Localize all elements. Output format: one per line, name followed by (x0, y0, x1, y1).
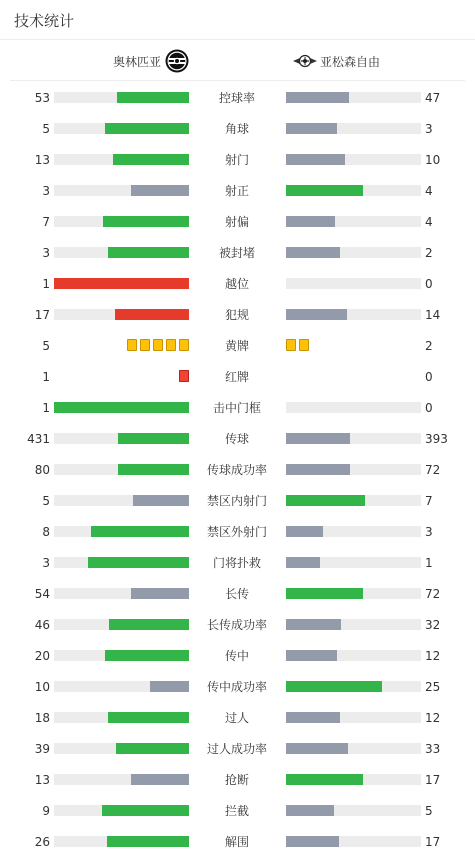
away-stat-value: 3 (425, 122, 433, 136)
away-stat-value: 72 (425, 587, 441, 601)
away-stat-value: 72 (425, 463, 441, 477)
home-stat-bar-fill (108, 712, 189, 723)
away-stat-bar-fill (286, 681, 382, 692)
home-stat-value: 26 (34, 835, 50, 849)
home-stat-bar-fill (131, 185, 189, 196)
away-stat-value: 32 (425, 618, 441, 632)
away-stat-value: 0 (425, 401, 433, 415)
stat-row (0, 737, 475, 768)
away-stat-value: 7 (425, 494, 433, 508)
stat-row (0, 86, 475, 117)
home-cards (127, 339, 189, 351)
away-stat-bar (286, 774, 421, 785)
home-stat-bar (54, 495, 189, 506)
away-team[interactable] (292, 49, 380, 73)
home-stat-value: 5 (42, 494, 50, 508)
stat-label: 被封堵 (218, 246, 255, 260)
home-stat-bar-fill (107, 836, 189, 847)
away-stat-value: 17 (425, 773, 441, 787)
away-stat-bar (286, 433, 421, 444)
stat-row (0, 303, 475, 334)
away-stat-bar (286, 154, 421, 165)
stat-label: 解围 (224, 835, 249, 849)
stat-row (0, 396, 475, 427)
home-stat-bar-fill (88, 557, 189, 568)
away-stat-bar (286, 495, 421, 506)
home-stat-bar (54, 743, 189, 754)
home-stat-bar (54, 774, 189, 785)
away-stat-bar (286, 309, 421, 320)
stat-label: 越位 (224, 277, 249, 291)
away-stat-value: 12 (425, 649, 441, 663)
away-stat-bar-fill (286, 743, 348, 754)
home-stat-bar-fill (113, 154, 189, 165)
home-stat-bar-fill (109, 619, 189, 630)
away-stat-bar (286, 557, 421, 568)
away-stat-value: 2 (425, 246, 433, 260)
home-stat-value: 39 (34, 742, 50, 756)
home-stat-bar (54, 464, 189, 475)
away-stat-bar-fill (286, 805, 334, 816)
home-stat-value: 53 (34, 91, 50, 105)
stat-row (0, 179, 475, 210)
home-stat-bar (54, 681, 189, 692)
away-stat-value: 393 (425, 432, 448, 446)
away-stat-bar-fill (286, 154, 345, 165)
home-stat-value: 1 (42, 401, 50, 415)
away-stat-bar-fill (286, 309, 347, 320)
away-stat-value: 33 (425, 742, 441, 756)
stat-row (0, 644, 475, 675)
away-stat-bar (286, 185, 421, 196)
home-stat-value: 8 (42, 525, 50, 539)
away-stat-value: 5 (425, 804, 433, 818)
home-stat-bar (54, 154, 189, 165)
yellow-card-icon (140, 339, 150, 351)
teams-header (10, 41, 465, 81)
home-team[interactable] (113, 49, 189, 73)
stat-row (0, 365, 475, 396)
away-stat-value: 10 (425, 153, 441, 167)
away-stat-bar (286, 619, 421, 630)
home-stat-value: 9 (42, 804, 50, 818)
stat-row (0, 582, 475, 613)
page-title: 技术统计 (14, 12, 75, 30)
away-stat-value: 3 (425, 525, 433, 539)
stat-row (0, 799, 475, 830)
stat-row (0, 210, 475, 241)
away-stat-bar (286, 588, 421, 599)
away-stat-bar (286, 278, 421, 289)
stat-row (0, 117, 475, 148)
stat-row (0, 241, 475, 272)
home-stat-bar (54, 526, 189, 537)
home-stat-bar-fill (91, 526, 189, 537)
stat-label: 击中门框 (212, 401, 261, 415)
home-stat-value: 1 (42, 370, 50, 384)
home-stat-value: 10 (34, 680, 50, 694)
away-stat-value: 25 (425, 680, 441, 694)
home-stat-value: 1 (42, 277, 50, 291)
home-stat-value: 54 (34, 587, 50, 601)
home-stat-bar-fill (116, 743, 189, 754)
stat-row (0, 613, 475, 644)
home-stat-value: 5 (42, 122, 50, 136)
stat-label: 过人 (224, 711, 249, 725)
home-stat-bar-fill (118, 433, 189, 444)
home-stat-value: 46 (34, 618, 50, 632)
away-team-name: 亚松森自由 (320, 54, 381, 69)
home-stat-bar (54, 185, 189, 196)
home-stat-bar (54, 309, 189, 320)
away-stat-value: 17 (425, 835, 441, 849)
home-stat-bar-fill (54, 402, 189, 413)
stat-label: 犯规 (224, 308, 249, 322)
away-stat-bar-fill (286, 526, 323, 537)
away-stat-bar-fill (286, 588, 363, 599)
stat-label: 红牌 (224, 370, 249, 384)
away-stat-bar (286, 681, 421, 692)
stat-row (0, 489, 475, 520)
home-stat-bar (54, 557, 189, 568)
stat-row (0, 830, 475, 861)
away-stat-bar-fill (286, 247, 340, 258)
home-stat-bar (54, 247, 189, 258)
yellow-card-icon (153, 339, 163, 351)
away-stat-bar-fill (286, 123, 337, 134)
home-cards (179, 370, 189, 382)
away-stat-value: 47 (425, 91, 441, 105)
home-stat-bar-fill (115, 309, 189, 320)
away-stat-bar-fill (286, 712, 340, 723)
stat-label: 传球成功率 (206, 463, 267, 477)
away-stat-bar-fill (286, 836, 339, 847)
olimpia-crest-icon (165, 49, 189, 73)
home-stat-bar (54, 402, 189, 413)
away-stat-value: 2 (425, 339, 433, 353)
away-stat-bar (286, 743, 421, 754)
home-stat-bar (54, 433, 189, 444)
away-stat-bar (286, 247, 421, 258)
away-stat-value: 14 (425, 308, 441, 322)
away-stat-bar-fill (286, 650, 337, 661)
home-stat-value: 5 (42, 339, 50, 353)
home-team-name: 奥林匹亚 (112, 54, 161, 69)
home-stat-bar (54, 216, 189, 227)
away-stat-value: 4 (425, 184, 433, 198)
home-stat-bar-fill (117, 92, 189, 103)
away-stat-bar (286, 526, 421, 537)
home-stat-bar-fill (108, 247, 189, 258)
home-stat-bar-fill (118, 464, 189, 475)
away-stat-bar-fill (286, 619, 341, 630)
home-stat-value: 17 (34, 308, 50, 322)
home-stat-bar (54, 588, 189, 599)
stat-row (0, 458, 475, 489)
yellow-card-icon (166, 339, 176, 351)
stat-label: 射偏 (224, 215, 249, 229)
stat-label: 黄牌 (224, 339, 249, 353)
home-stat-bar-fill (105, 123, 189, 134)
stat-label: 传中 (224, 649, 249, 663)
home-stat-bar-fill (105, 650, 189, 661)
stat-row (0, 551, 475, 582)
home-stat-bar-fill (133, 495, 189, 506)
stat-row (0, 520, 475, 551)
home-stat-bar (54, 712, 189, 723)
yellow-card-icon (286, 339, 296, 351)
stat-row (0, 706, 475, 737)
stat-label: 射正 (224, 184, 249, 198)
stat-label: 抢断 (224, 773, 249, 787)
home-stat-value: 3 (42, 556, 50, 570)
away-stat-value: 0 (425, 370, 433, 384)
home-stat-bar-fill (103, 216, 189, 227)
home-stat-bar-fill (54, 278, 189, 289)
away-stat-value: 0 (425, 277, 433, 291)
away-stat-bar (286, 836, 421, 847)
stat-row (0, 768, 475, 799)
home-stat-bar-fill (102, 805, 189, 816)
stat-label: 射门 (224, 153, 249, 167)
away-stat-bar (286, 216, 421, 227)
stat-row (0, 675, 475, 706)
stat-label: 禁区内射门 (206, 494, 267, 508)
away-stat-bar-fill (286, 774, 363, 785)
home-stat-value: 3 (42, 246, 50, 260)
stat-label: 角球 (224, 122, 249, 136)
away-stat-bar-fill (286, 433, 350, 444)
away-stat-bar (286, 92, 421, 103)
away-stat-bar-fill (286, 557, 320, 568)
home-stat-bar-fill (131, 588, 189, 599)
away-stat-bar (286, 402, 421, 413)
stat-label: 传球 (224, 432, 249, 446)
home-stat-value: 80 (34, 463, 50, 477)
stats-header (0, 0, 475, 40)
home-stat-value: 18 (34, 711, 50, 725)
home-stat-bar (54, 836, 189, 847)
yellow-card-icon (179, 339, 189, 351)
home-stat-bar (54, 619, 189, 630)
home-stat-bar (54, 123, 189, 134)
yellow-card-icon (299, 339, 309, 351)
away-stat-bar (286, 712, 421, 723)
home-stat-value: 431 (27, 432, 50, 446)
away-stat-bar-fill (286, 92, 349, 103)
home-stat-bar (54, 92, 189, 103)
away-stat-bar (286, 464, 421, 475)
stat-label: 门将扑救 (212, 556, 261, 570)
stat-row (0, 272, 475, 303)
home-stat-bar (54, 805, 189, 816)
stat-label: 长传成功率 (206, 618, 267, 632)
home-stat-value: 13 (34, 773, 50, 787)
libertad-crest-icon (292, 53, 318, 69)
stat-label: 传中成功率 (206, 680, 267, 694)
away-stat-value: 12 (425, 711, 441, 725)
red-card-icon (179, 370, 189, 382)
away-stat-value: 4 (425, 215, 433, 229)
stat-label: 禁区外射门 (206, 525, 267, 539)
away-cards (286, 339, 309, 351)
away-stat-bar (286, 650, 421, 661)
away-stat-bar (286, 123, 421, 134)
away-stat-bar (286, 805, 421, 816)
away-stat-bar-fill (286, 464, 350, 475)
home-stat-bar (54, 278, 189, 289)
away-stat-value: 1 (425, 556, 433, 570)
home-stat-value: 13 (34, 153, 50, 167)
away-stat-bar-fill (286, 495, 365, 506)
yellow-card-icon (127, 339, 137, 351)
stat-row (0, 334, 475, 365)
stat-label: 控球率 (218, 91, 255, 105)
home-stat-bar (54, 650, 189, 661)
home-stat-bar-fill (150, 681, 189, 692)
away-stat-bar-fill (286, 185, 363, 196)
stat-label: 拦截 (224, 804, 249, 818)
home-stat-bar-fill (131, 774, 189, 785)
away-stat-bar-fill (286, 216, 335, 227)
stat-row (0, 148, 475, 179)
stat-label: 长传 (224, 587, 249, 601)
stat-label: 过人成功率 (206, 742, 267, 756)
home-stat-value: 20 (34, 649, 50, 663)
home-stat-value: 7 (42, 215, 50, 229)
stat-row (0, 427, 475, 458)
home-stat-value: 3 (42, 184, 50, 198)
